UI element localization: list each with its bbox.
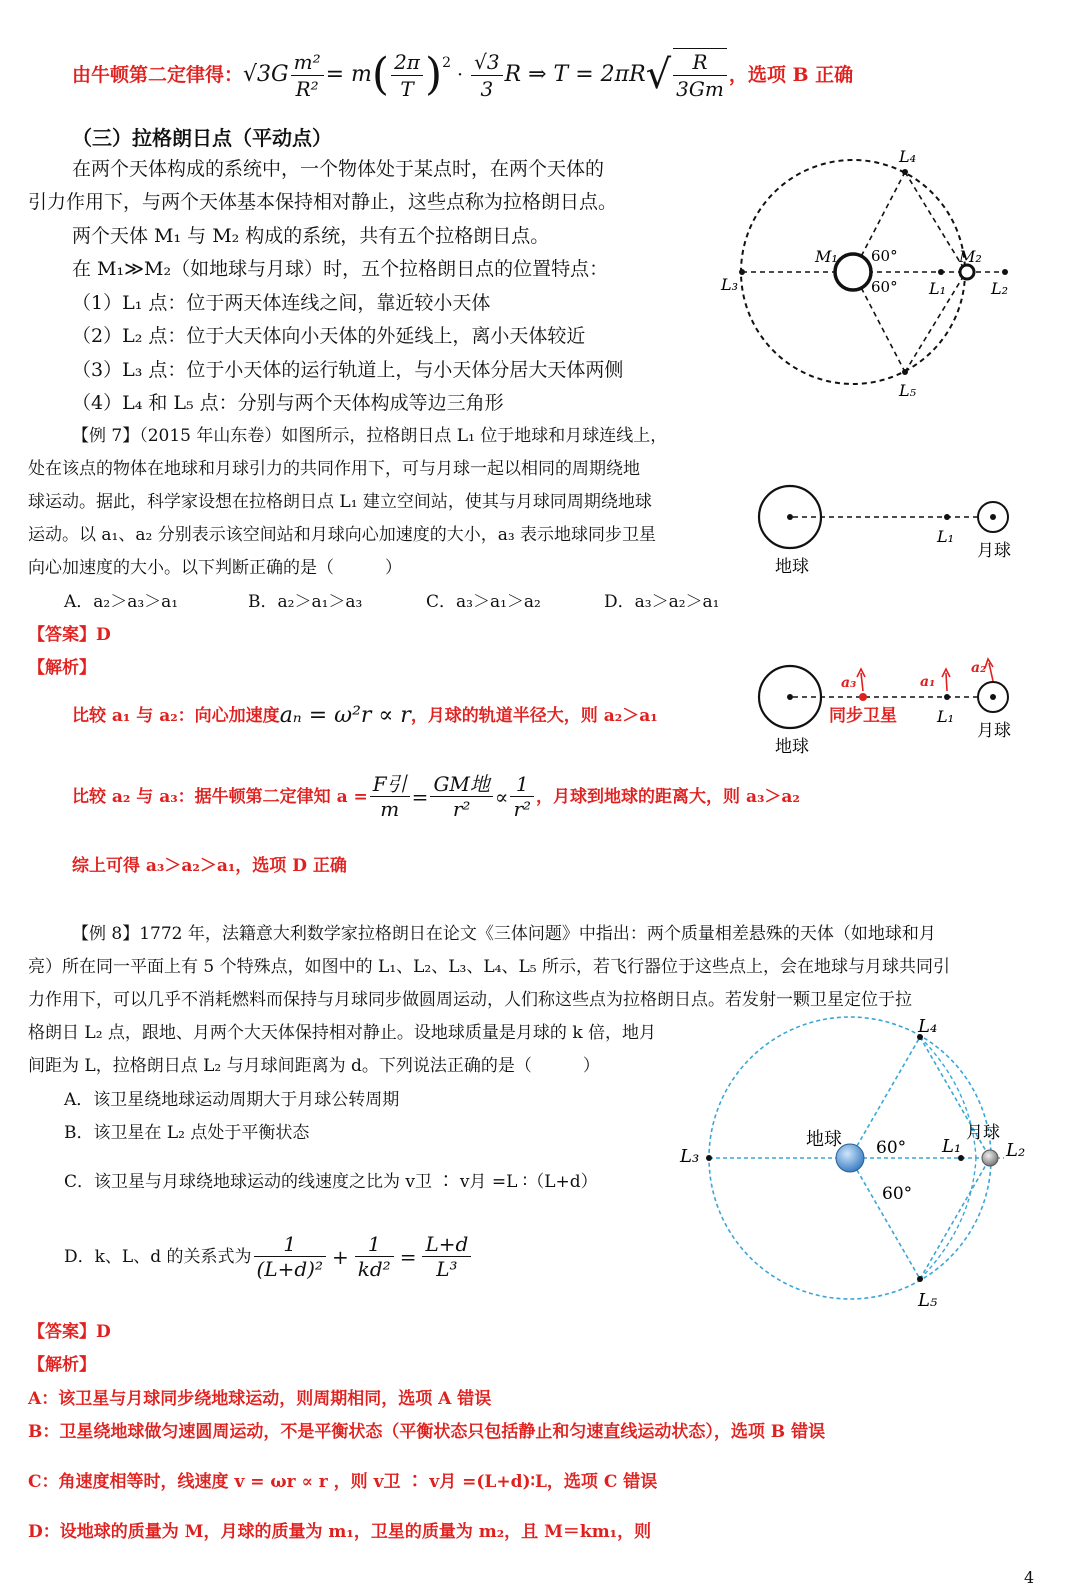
ex8-option-b: B．该卫星在 L₂ 点处于平衡状态: [64, 1123, 310, 1143]
label-L2: L₂: [1006, 1140, 1026, 1161]
section-item-2: （2）L₂ 点：位于大天体向小天体的外延线上，离小天体较近: [72, 325, 586, 347]
earth-label: 地球: [775, 737, 809, 757]
angle-top: 60°: [876, 1138, 907, 1158]
ex8-option-c: C．该卫星与月球绕地球运动的线速度之比为 v卫 ∶ v月 =L ∶（L+d）: [64, 1172, 598, 1192]
label-L1: L₁: [942, 1136, 962, 1157]
section-p1b: 引力作用下，与两个天体基本保持相对静止，这些点称为拉格朗日点。: [28, 191, 618, 213]
a2-label: a₂: [971, 660, 987, 676]
earth-label: 地球: [775, 557, 809, 577]
angle-top: 60°: [871, 247, 898, 265]
earth-moon-diagram: [755, 482, 1045, 582]
label-L1: L₁: [929, 279, 947, 298]
ex7-step2: 比较 a₂ 与 a₃：据牛顿第二定律知 a = $\frac{\text{F引}}{m}$ = $\frac{\text{GM地}}{\text{r²}}$ ∝ $\frac{1}{\text{r²}}$ ，月球到地球的距离大，则 a₃＞a₂: [72, 772, 800, 821]
section-p1a: 在两个天体构成的系统中，一个物体处于某点时，在两个天体的: [72, 158, 605, 180]
ex7-step1: 比较 a₁ 与 a₂：向心加速度 aₙ = ω²r ∝ r ，月球的轨道半径大，则 a₂＞a₁: [72, 703, 658, 728]
lagrange-diagram-2: [672, 1010, 1032, 1325]
label-M2: M₂: [959, 247, 982, 266]
label-L4: L₄: [899, 147, 917, 166]
earth-moon-satellite-diagram: [755, 655, 1045, 765]
label-L5: L₅: [899, 381, 917, 400]
ex7-line1: 【例 7】（2015 年山东卷）如图所示，拉格朗日点 L₁ 位于地球和月球连线上，: [72, 426, 668, 446]
moon-body: [982, 1150, 998, 1166]
label-L3: L₃: [680, 1146, 700, 1167]
ex8-option-d: D．k、L、d 的关系式为 $\frac{1}{\text{(L+d)²}}$ + $\frac{1}{\text{kd²}}$ = $\frac{L+d}{\text{L³}}$: [64, 1232, 473, 1281]
ex8-line3: 力作用下，可以几乎不消耗燃料而保持与月球同步做圆周运动，人们称这些点为拉格朗日点。若发射一颗卫星定位于拉: [28, 990, 912, 1010]
ex8-sol-a: A：该卫星与月球同步绕地球运动，则周期相同，选项 A 错误: [28, 1389, 492, 1409]
angle-bottom: 60°: [882, 1184, 913, 1204]
eq-frac-2: $\frac{2\pi}{T}$: [391, 49, 423, 102]
eq-prefix: 由牛顿第二定律得：: [72, 64, 244, 86]
lagrange-diagram-1: [715, 140, 1035, 410]
ex8-line5: 间距为 L，拉格朗日点 L₂ 与月球间距离为 d。下列说法正确的是（ ）: [28, 1056, 600, 1076]
label-L5: L₅: [918, 1290, 938, 1311]
a1-label: a₁: [920, 674, 936, 690]
a3-label: a₃: [841, 675, 857, 691]
section-item-1: （1）L₁ 点：位于两天体连线之间，靠近较小天体: [72, 292, 491, 314]
ex7-step3: 综上可得 a₃＞a₂＞a₁，选项 D 正确: [72, 856, 347, 876]
ex8-answer: 【答案】D: [28, 1322, 111, 1342]
eq-dot: ·: [457, 64, 464, 86]
moon-label: 月球: [977, 721, 1011, 741]
newton-equation: 由牛顿第二定律得： √3G $\frac{\text{m²}}{\text{R²}}$ = m ( $\frac{2\pi}{T}$ ) $^2$ · $\frac{√3}{3}$ R ⇒ T = 2πR √ $\frac{R}{3Gm}$ ，选项 B 正确: [72, 49, 854, 101]
ex7-option-d: D．a₃＞a₂＞a₁: [604, 592, 720, 612]
eq-frac-3: $\frac{√3}{3}$: [471, 49, 502, 102]
ex8-line2: 亮）所在同一平面上有 5 个特殊点，如图中的 L₁、L₂、L₃、L₄、L₅ 所示，若飞行器位于这些点上，会在地球与月球共同引: [28, 957, 950, 977]
ex7-option-a: A．a₂＞a₃＞a₁: [64, 592, 179, 612]
eq-power: 2: [442, 55, 452, 71]
L1-label: L₁: [937, 527, 955, 546]
ex7-option-c: C．a₃＞a₁＞a₂: [426, 592, 541, 612]
eq-frac-1: $\frac{\text{m²}}{\text{R²}}$: [291, 49, 324, 102]
ex7-line3: 球运动。据此，科学家设想在拉格朗日点 L₁ 建立空间站，使其与月球同周期绕地球: [28, 492, 652, 512]
section-p3: 在 M₁≫M₂（如地球与月球）时，五个拉格朗日点的位置特点：: [72, 258, 609, 280]
ex8-line1: 【例 8】1772 年，法籍意大利数学家拉格朗日在论文《三体问题》中指出：两个质量相差悬殊的天体（如地球和月: [72, 924, 936, 944]
ex8-analysis-label: 【解析】: [28, 1355, 96, 1375]
m2-body: [960, 265, 974, 279]
eq-frac-4: $\frac{R}{3Gm}$: [673, 48, 727, 102]
moon-label: 月球: [977, 541, 1011, 561]
ex8-line4: 格朗日 L₂ 点，跟地、月两个大天体保持相对静止。设地球质量是月球的 k 倍，地月: [28, 1023, 657, 1043]
section-item-3: （3）L₃ 点：位于小天体的运行轨道上，与小天体分居大天体两侧: [72, 359, 624, 381]
ex8-option-a: A．该卫星绕地球运动周期大于月球公转周期: [64, 1090, 400, 1110]
earth-label: 地球: [806, 1129, 842, 1150]
section-item-4: （4）L₄ 和 L₅ 点：分别与两个天体构成等边三角形: [72, 392, 504, 414]
moon-label: 月球: [966, 1123, 1000, 1143]
ex8-sol-b: B：卫星绕地球做匀速圆周运动，不是平衡状态（平衡状态只包括静止和匀速直线运动状态），选项 B 错误: [28, 1422, 826, 1442]
ex7-line4: 运动。以 a₁、a₂ 分别表示该空间站和月球向心加速度的大小，a₃ 表示地球同步卫星: [28, 525, 657, 545]
L1-label: L₁: [937, 707, 955, 726]
sat-label: 同步卫星: [829, 706, 897, 726]
ex8-sol-c: C：角速度相等时，线速度 v = ωr ∝ r ，则 v卫 ∶ v月 =(L+d)∶L，选项 C 错误: [28, 1472, 658, 1492]
section-p2: 两个天体 M₁ 与 M₂ 构成的系统，共有五个拉格朗日点。: [72, 225, 550, 247]
ex7-option-b: B．a₂＞a₁＞a₃: [248, 592, 363, 612]
eq-lhs: √3G: [243, 62, 289, 87]
ex7-analysis-label: 【解析】: [28, 658, 96, 678]
ex7-line2: 处在该点的物体在地球和月球引力的共同作用下，可与月球一起以相同的周期绕地: [28, 459, 640, 479]
section-title: （三）拉格朗日点（平动点）: [72, 126, 332, 150]
eq-mid1: = m: [325, 62, 372, 87]
m1-body: [835, 254, 871, 290]
angle-bottom: 60°: [871, 278, 898, 296]
page-number: 4: [1024, 1568, 1035, 1587]
eq-mid2: R ⇒ T = 2πR: [504, 62, 646, 87]
ex7-line5: 向心加速度的大小。以下判断正确的是（ ）: [28, 558, 402, 578]
eq-suffix: ，选项 B 正确: [728, 64, 854, 86]
label-L4: L₄: [918, 1016, 938, 1037]
label-L2: L₂: [991, 279, 1009, 298]
label-M1: M₁: [815, 247, 838, 266]
ex7-answer: 【答案】D: [28, 625, 111, 645]
ex8-sol-d: D：设地球的质量为 M，月球的质量为 m₁，卫星的质量为 m₂，且 M＝km₁，则: [28, 1522, 652, 1542]
label-L3: L₃: [721, 275, 739, 294]
